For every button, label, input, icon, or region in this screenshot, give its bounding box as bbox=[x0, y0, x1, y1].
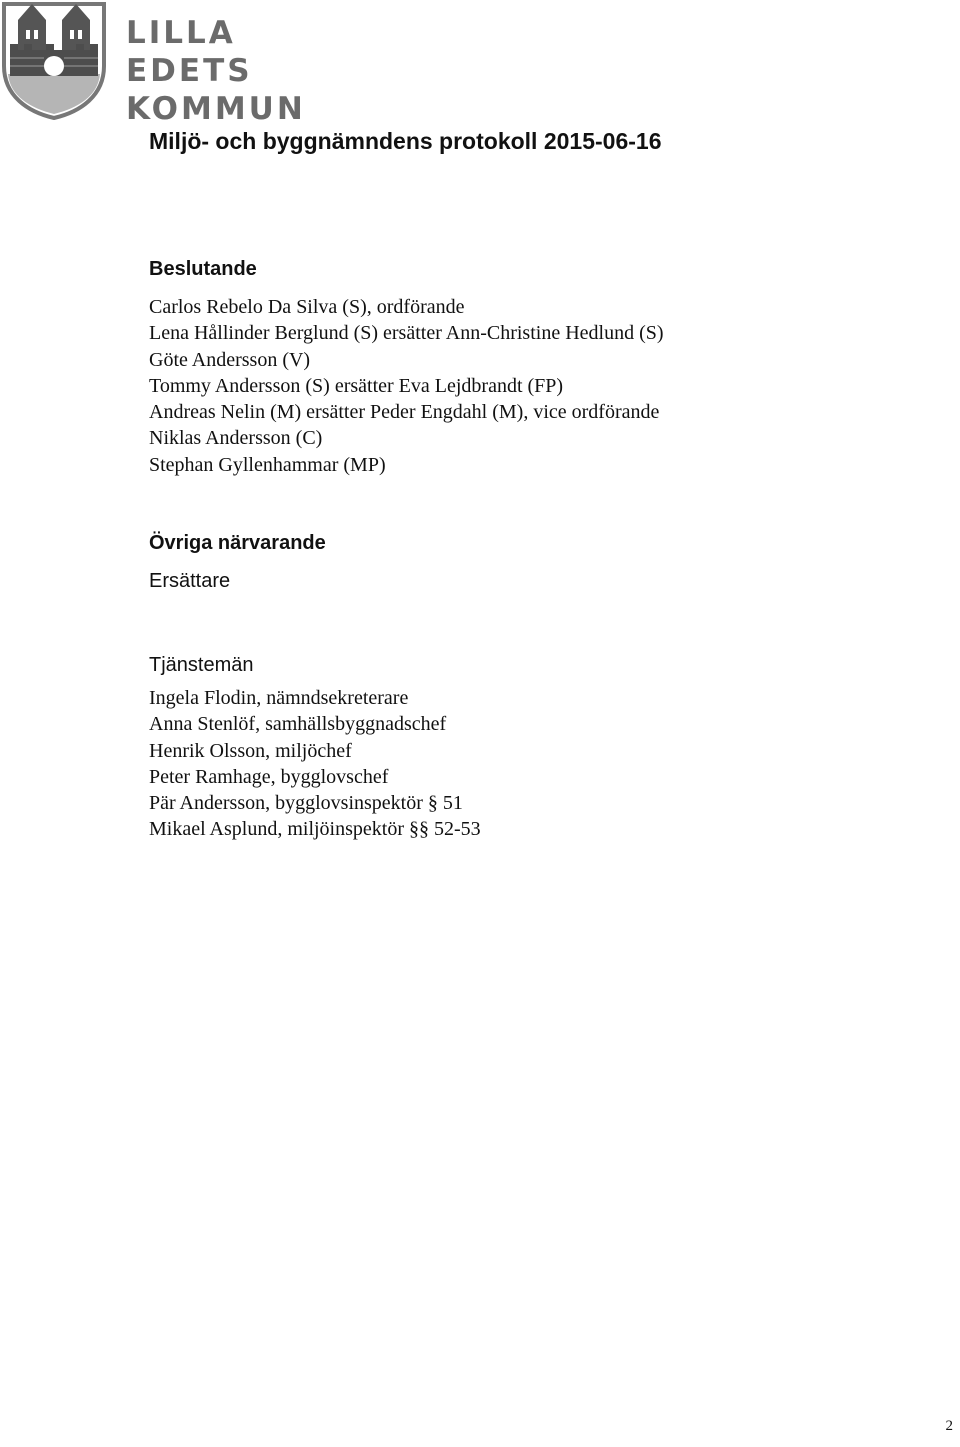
list-item: Lena Hållinder Berglund (S) ersätter Ann-Christine Hedlund (S) bbox=[149, 322, 664, 345]
list-item: Stephan Gyllenhammar (MP) bbox=[149, 453, 386, 476]
list-item: Anna Stenlöf, samhällsbyggnadschef bbox=[149, 713, 447, 736]
beslutande-list bbox=[149, 294, 664, 478]
list-item: Ingela Flodin, nämndsekreterare bbox=[149, 687, 409, 709]
list-item: Carlos Rebelo Da Silva (S), ordförande bbox=[149, 296, 465, 318]
list-item: Göte Andersson (V) bbox=[149, 348, 311, 371]
logo-line-2: KOMMUN bbox=[126, 91, 306, 127]
list-item: Tommy Andersson (S) ersätter Eva Lejdbrandt (FP) bbox=[149, 374, 564, 397]
page-number: 2 bbox=[945, 1418, 953, 1434]
logo-line-1: LILLA EDETS bbox=[126, 15, 253, 89]
municipality-logo bbox=[0, 0, 306, 127]
list-item: Niklas Andersson (C) bbox=[149, 427, 323, 450]
list-item: Henrik Olsson, miljöchef bbox=[149, 739, 352, 762]
ovriga-heading: Övriga närvarande bbox=[149, 532, 326, 554]
list-item: Peter Ramhage, bygglovschef bbox=[149, 765, 389, 788]
logo-wordmark bbox=[126, 14, 306, 128]
list-item: Mikael Asplund, miljöinspektör §§ 52-53 bbox=[149, 818, 481, 841]
beslutande-heading: Beslutande bbox=[149, 258, 257, 280]
list-item: Pär Andersson, bygglovsinspektör § 51 bbox=[149, 792, 463, 815]
tjansteman-list bbox=[149, 685, 481, 843]
tjansteman-heading: Tjänstemän bbox=[149, 654, 254, 676]
ersattare-heading: Ersättare bbox=[149, 570, 231, 592]
list-item: Andreas Nelin (M) ersätter Peder Engdahl (M), vice ordförande bbox=[149, 401, 660, 424]
municipal-crest-icon bbox=[0, 0, 110, 120]
document-title: Miljö- och byggnämndens protokoll 2015-06-16 bbox=[149, 128, 662, 154]
